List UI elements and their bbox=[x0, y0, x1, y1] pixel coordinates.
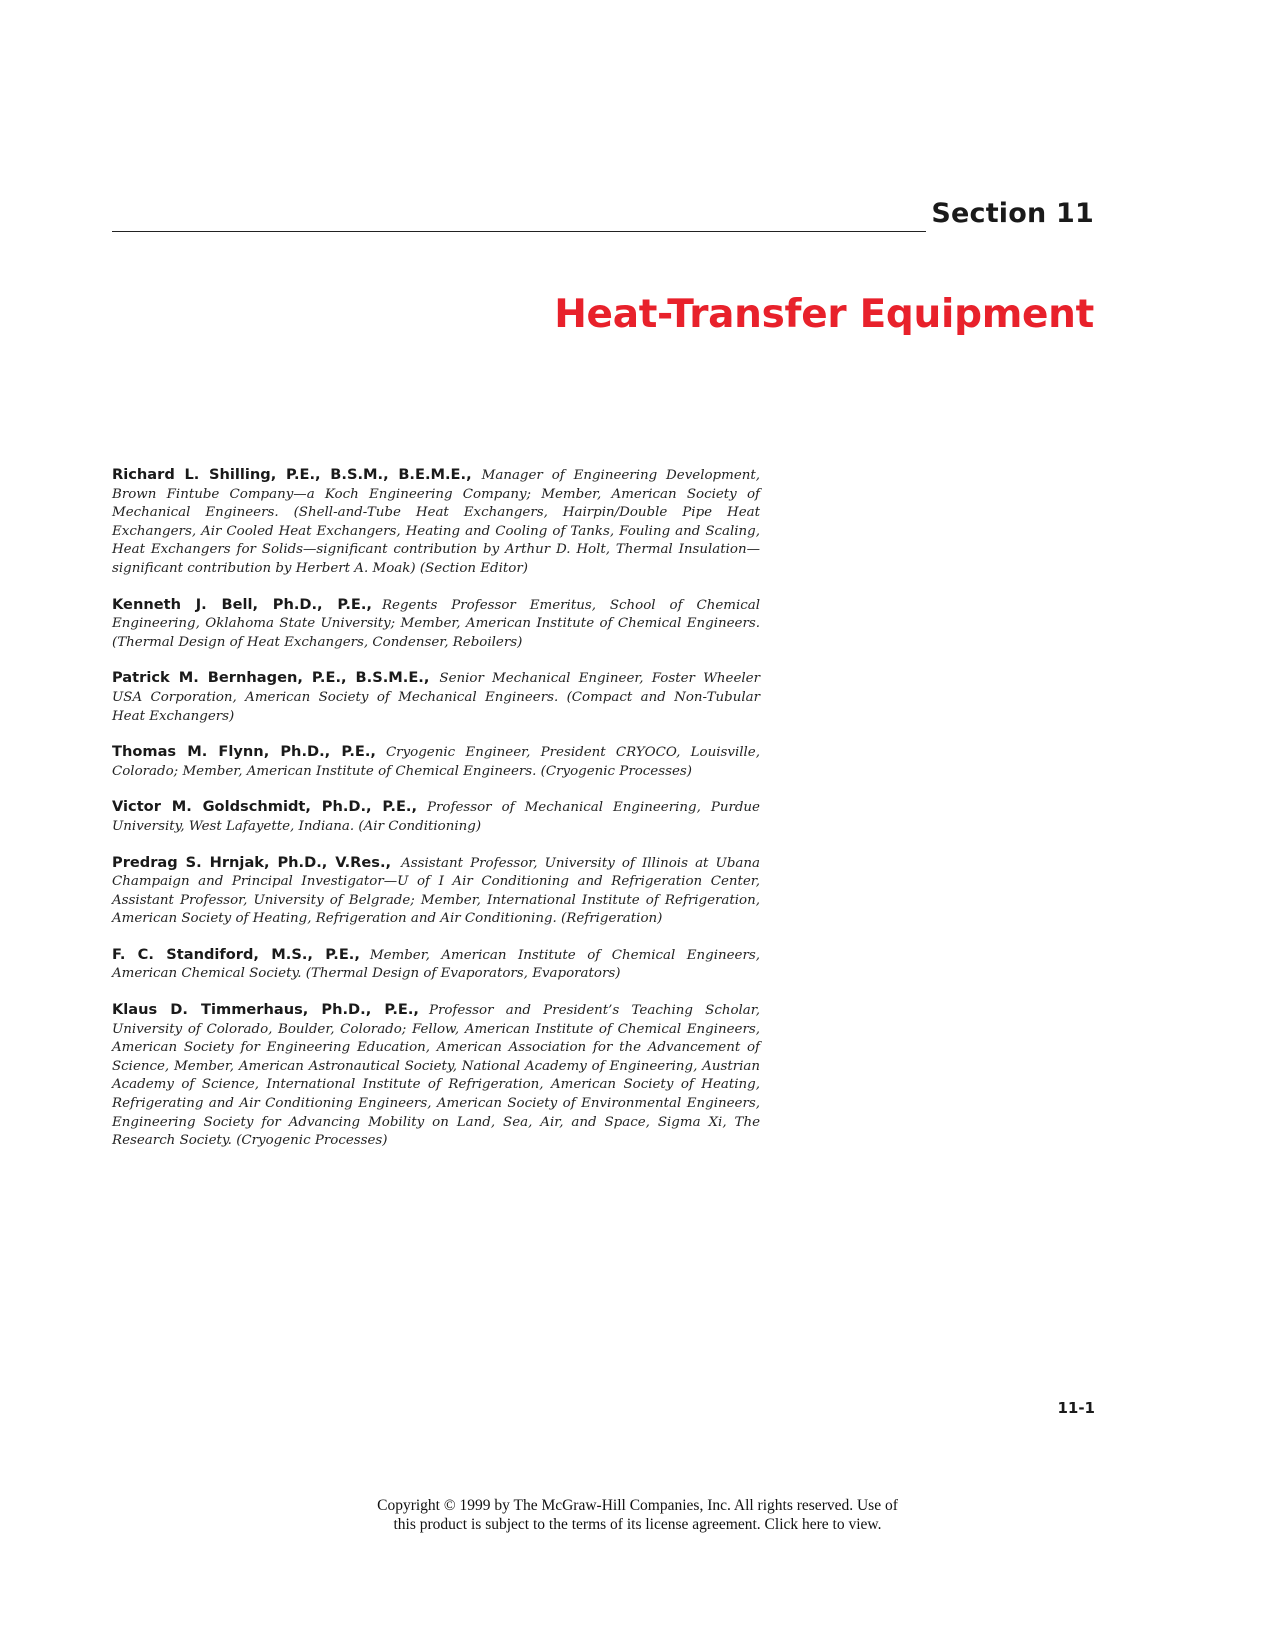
chapter-title: Heat-Transfer Equipment bbox=[554, 292, 1094, 337]
contributor-description: Professor and President’s Teaching Scholar, University of Colorado, Boulder, Colorado; Fellow, American Institute of Chemical Engineers, American Society for Engineering Education, American Association for the Advancement of Science, Member, American Astronautical Society, National Academy of Engineering, Austrian Academy of Science, International Institute of Refrigeration, American Society of Heating, Refrigerating and Air Conditioning Engineers, American Society of Environmental Engineers, Engineering Society for Advancing Mobility on Land, Sea, Air, and Space, Sigma Xi, The Research Society. (Cryogenic Processes) bbox=[112, 1003, 760, 1149]
contributor-entry bbox=[112, 596, 760, 653]
contributor-entry bbox=[112, 946, 760, 984]
contributor-name: Predrag S. Hrnjak, Ph.D., V.Res., bbox=[112, 853, 392, 871]
contributor-name: Patrick M. Bernhagen, P.E., B.S.M.E., bbox=[112, 669, 430, 687]
contributor-name: Kenneth J. Bell, Ph.D., P.E., bbox=[112, 595, 372, 613]
page-number: 11-1 bbox=[1057, 1399, 1095, 1417]
contributor-entry bbox=[112, 854, 760, 929]
section-header bbox=[112, 198, 1094, 238]
copyright-notice[interactable] bbox=[0, 1496, 1275, 1534]
section-label: Section 11 bbox=[931, 198, 1094, 229]
contributor-entry bbox=[112, 798, 760, 836]
copyright-line-2: this product is subject to the terms of its license agreement. Click here to view. bbox=[393, 1516, 882, 1533]
contributor-description: Cryogenic Engineer, President CRYOCO, Louisville, Colorado; Member, American Institute of Chemical Engineers. (Cryogenic Processes) bbox=[112, 745, 760, 779]
contributor-entry bbox=[112, 669, 760, 726]
contributor-description: Member, American Institute of Chemical Engineers, American Chemical Society. (Thermal Design of Evaporators, Evaporators) bbox=[112, 947, 760, 982]
contributor-name: Richard L. Shilling, P.E., B.S.M., B.E.M.E., bbox=[112, 466, 472, 483]
contributor-name: Klaus D. Timmerhaus, Ph.D., P.E., bbox=[112, 1001, 419, 1019]
contributor-entry bbox=[112, 1001, 760, 1151]
contributor-name: F. C. Standiford, M.S., P.E., bbox=[112, 945, 360, 963]
copyright-line-1: Copyright © 1999 by The McGraw-Hill Companies, Inc. All rights reserved. Use of bbox=[377, 1497, 898, 1514]
contributor-description: Assistant Professor, University of Illinois at Ubana Champaign and Principal Investigator—U of I Air Conditioning and Refrigeration Center, Assistant Professor, University of Belgrade; Member, International Institute of Refrigeration, American Society of Heating, Refrigeration and Air Conditioning. (Refrigeration) bbox=[112, 855, 760, 927]
contributor-entry bbox=[112, 743, 760, 781]
contributor-name: Thomas M. Flynn, Ph.D., P.E., bbox=[112, 743, 376, 761]
contributor-description: Regents Professor Emeritus, School of Chemical Engineering, Oklahoma State University; Member, American Institute of Chemical Engineers. (Thermal Design of Heat Exchangers, Condenser, Reboilers) bbox=[112, 597, 760, 650]
contributor-name: Victor M. Goldschmidt, Ph.D., P.E., bbox=[112, 798, 418, 816]
contributors-list bbox=[112, 466, 760, 1168]
section-rule bbox=[112, 231, 926, 232]
contributor-description: Professor of Mechanical Engineering, Purdue University, West Lafayette, Indiana. (Air Conditioning) bbox=[112, 800, 760, 834]
contributor-description: Manager of Engineering Development, Brown Fintube Company—a Koch Engineering Company; Member, American Society of Mechanical Engineers. (Shell-and-Tube Heat Exchangers, Hairpin/Double Pipe Heat Exchangers, Air Cooled Heat Exchangers, Heating and Cooling of Tanks, Fouling and Scaling, Heat Exchangers for Solids—significant contribution by Arthur D. Holt, Thermal Insulation—significant contribution by Herbert A. Moak) (Section Editor) bbox=[112, 468, 761, 576]
contributor-entry bbox=[112, 466, 760, 579]
contributor-description: Senior Mechanical Engineer, Foster Wheeler USA Corporation, American Society of Mechanical Engineers. (Compact and Non-Tubular Heat Exchangers) bbox=[112, 671, 760, 724]
